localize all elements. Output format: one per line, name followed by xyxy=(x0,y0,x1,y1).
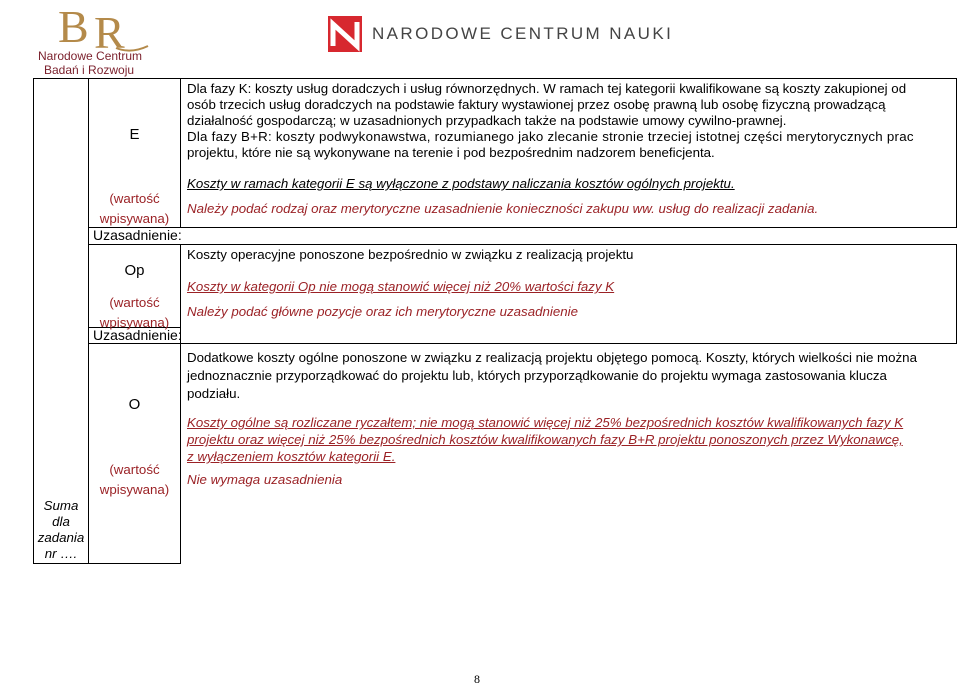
justification-label-e: Uzasadnienie: xyxy=(93,227,182,243)
value-hint-line: wpisywana) xyxy=(99,211,170,226)
category-e-note: Koszty w ramach kategorii E są wyłączone z podstawy naliczania kosztów ogólnych projektu. xyxy=(187,176,735,191)
value-hint-line: (wartość xyxy=(109,191,160,206)
svg-text:R: R xyxy=(94,7,125,52)
br-logo-line1: Narodowe Centrum xyxy=(38,49,143,63)
category-code-op: Op xyxy=(124,262,145,279)
value-hint-line: wpisywana) xyxy=(99,315,170,330)
text-line: osób trzecich usług doradczych na podstawie faktury wystawionej przez osobę prawną lub osobę fizyczną prowadzącą xyxy=(187,97,886,112)
text-line: Dodatkowe koszty ogólne ponoszone w związku z realizacją projektu objętego pomocą. Koszty, których wielkości nie można xyxy=(187,350,917,365)
page-number: 8 xyxy=(474,672,480,686)
value-hint-line: wpisywana) xyxy=(99,482,170,497)
sum-label-line: zadania xyxy=(37,530,85,545)
svg-text:B: B xyxy=(58,2,89,52)
justification-label-op: Uzasadnienie: xyxy=(93,327,182,343)
value-hint-line: (wartość xyxy=(109,462,160,477)
category-code-o: O xyxy=(128,396,141,413)
text-line: podziału. xyxy=(187,386,241,401)
text-line: projektu oraz więcej niż 25% bezpośrednich kosztów kwalifikowanych fazy B+R projektu ponoszonych przez Wykonawcę, xyxy=(187,432,903,447)
category-o-limit xyxy=(187,414,953,465)
category-o-description xyxy=(187,349,953,403)
category-op-limit: Koszty w kategorii Op nie mogą stanowić więcej niż 20% wartości fazy K xyxy=(187,279,615,294)
ncn-emblem-icon xyxy=(328,16,362,52)
br-logo-line2: Badań i Rozwoju xyxy=(44,63,135,77)
sum-label-line: dla xyxy=(52,514,70,529)
value-field-o[interactable] xyxy=(89,460,180,500)
text-line: Koszty ogólne są rozliczane ryczałtem; nie mogą stanowić więcej niż 25% bezpośrednich kosztów kwalifikowanych fazy K xyxy=(187,415,904,430)
category-o-instruction: Nie wymaga uzasadnienia xyxy=(187,472,343,487)
ncn-logo-text: NARODOWE CENTRUM NAUKI xyxy=(372,24,674,43)
category-e-instruction[interactable]: Należy podać rodzaj oraz merytoryczne uzasadnienie konieczności zakupu ww. usług do realizacji zadania. xyxy=(187,201,819,216)
ncn-logo xyxy=(328,16,674,54)
text-line: Dla fazy B+R: koszty podwykonawstwa, rozumianego jako zlecanie stronie trzeciej istotnej części merytorycznych prac xyxy=(187,129,914,144)
br-monogram-icon xyxy=(36,2,170,52)
text-line: projektu, które nie są wykonywane na terenie i pod bezpośrednim nadzorem beneficjenta. xyxy=(187,145,715,160)
value-field-e[interactable] xyxy=(89,189,180,229)
text-line: jednoznacznie przyporządkować do projektu lub, których przyporządkowanie do projektu wymaga zastosowania klucza xyxy=(187,368,887,383)
category-e-description xyxy=(187,81,953,161)
text-line: działalność gospodarczą; w uzasadnionych przypadkach także na podstawie umowy cywilno-prawnej. xyxy=(187,113,787,128)
text-line: z wyłączeniem kosztów kategorii E. xyxy=(187,449,396,464)
sum-label-line: Suma xyxy=(43,498,79,513)
sum-label-line: nr …. xyxy=(44,546,78,561)
value-hint-line: (wartość xyxy=(109,295,160,310)
sum-label xyxy=(34,498,88,562)
category-code-e: E xyxy=(129,126,140,143)
category-op-description: Koszty operacyjne ponoszone bezpośrednio w związku z realizacją projektu xyxy=(187,247,634,262)
text-line: Dla fazy K: koszty usług doradczych i usług równorzędnych. W ramach tej kategorii kwalifikowane są koszty zakupionej od xyxy=(187,81,907,96)
ncbr-logo xyxy=(36,2,170,78)
category-op-instruction[interactable]: Należy podać główne pozycje oraz ich merytoryczne uzasadnienie xyxy=(187,304,578,319)
